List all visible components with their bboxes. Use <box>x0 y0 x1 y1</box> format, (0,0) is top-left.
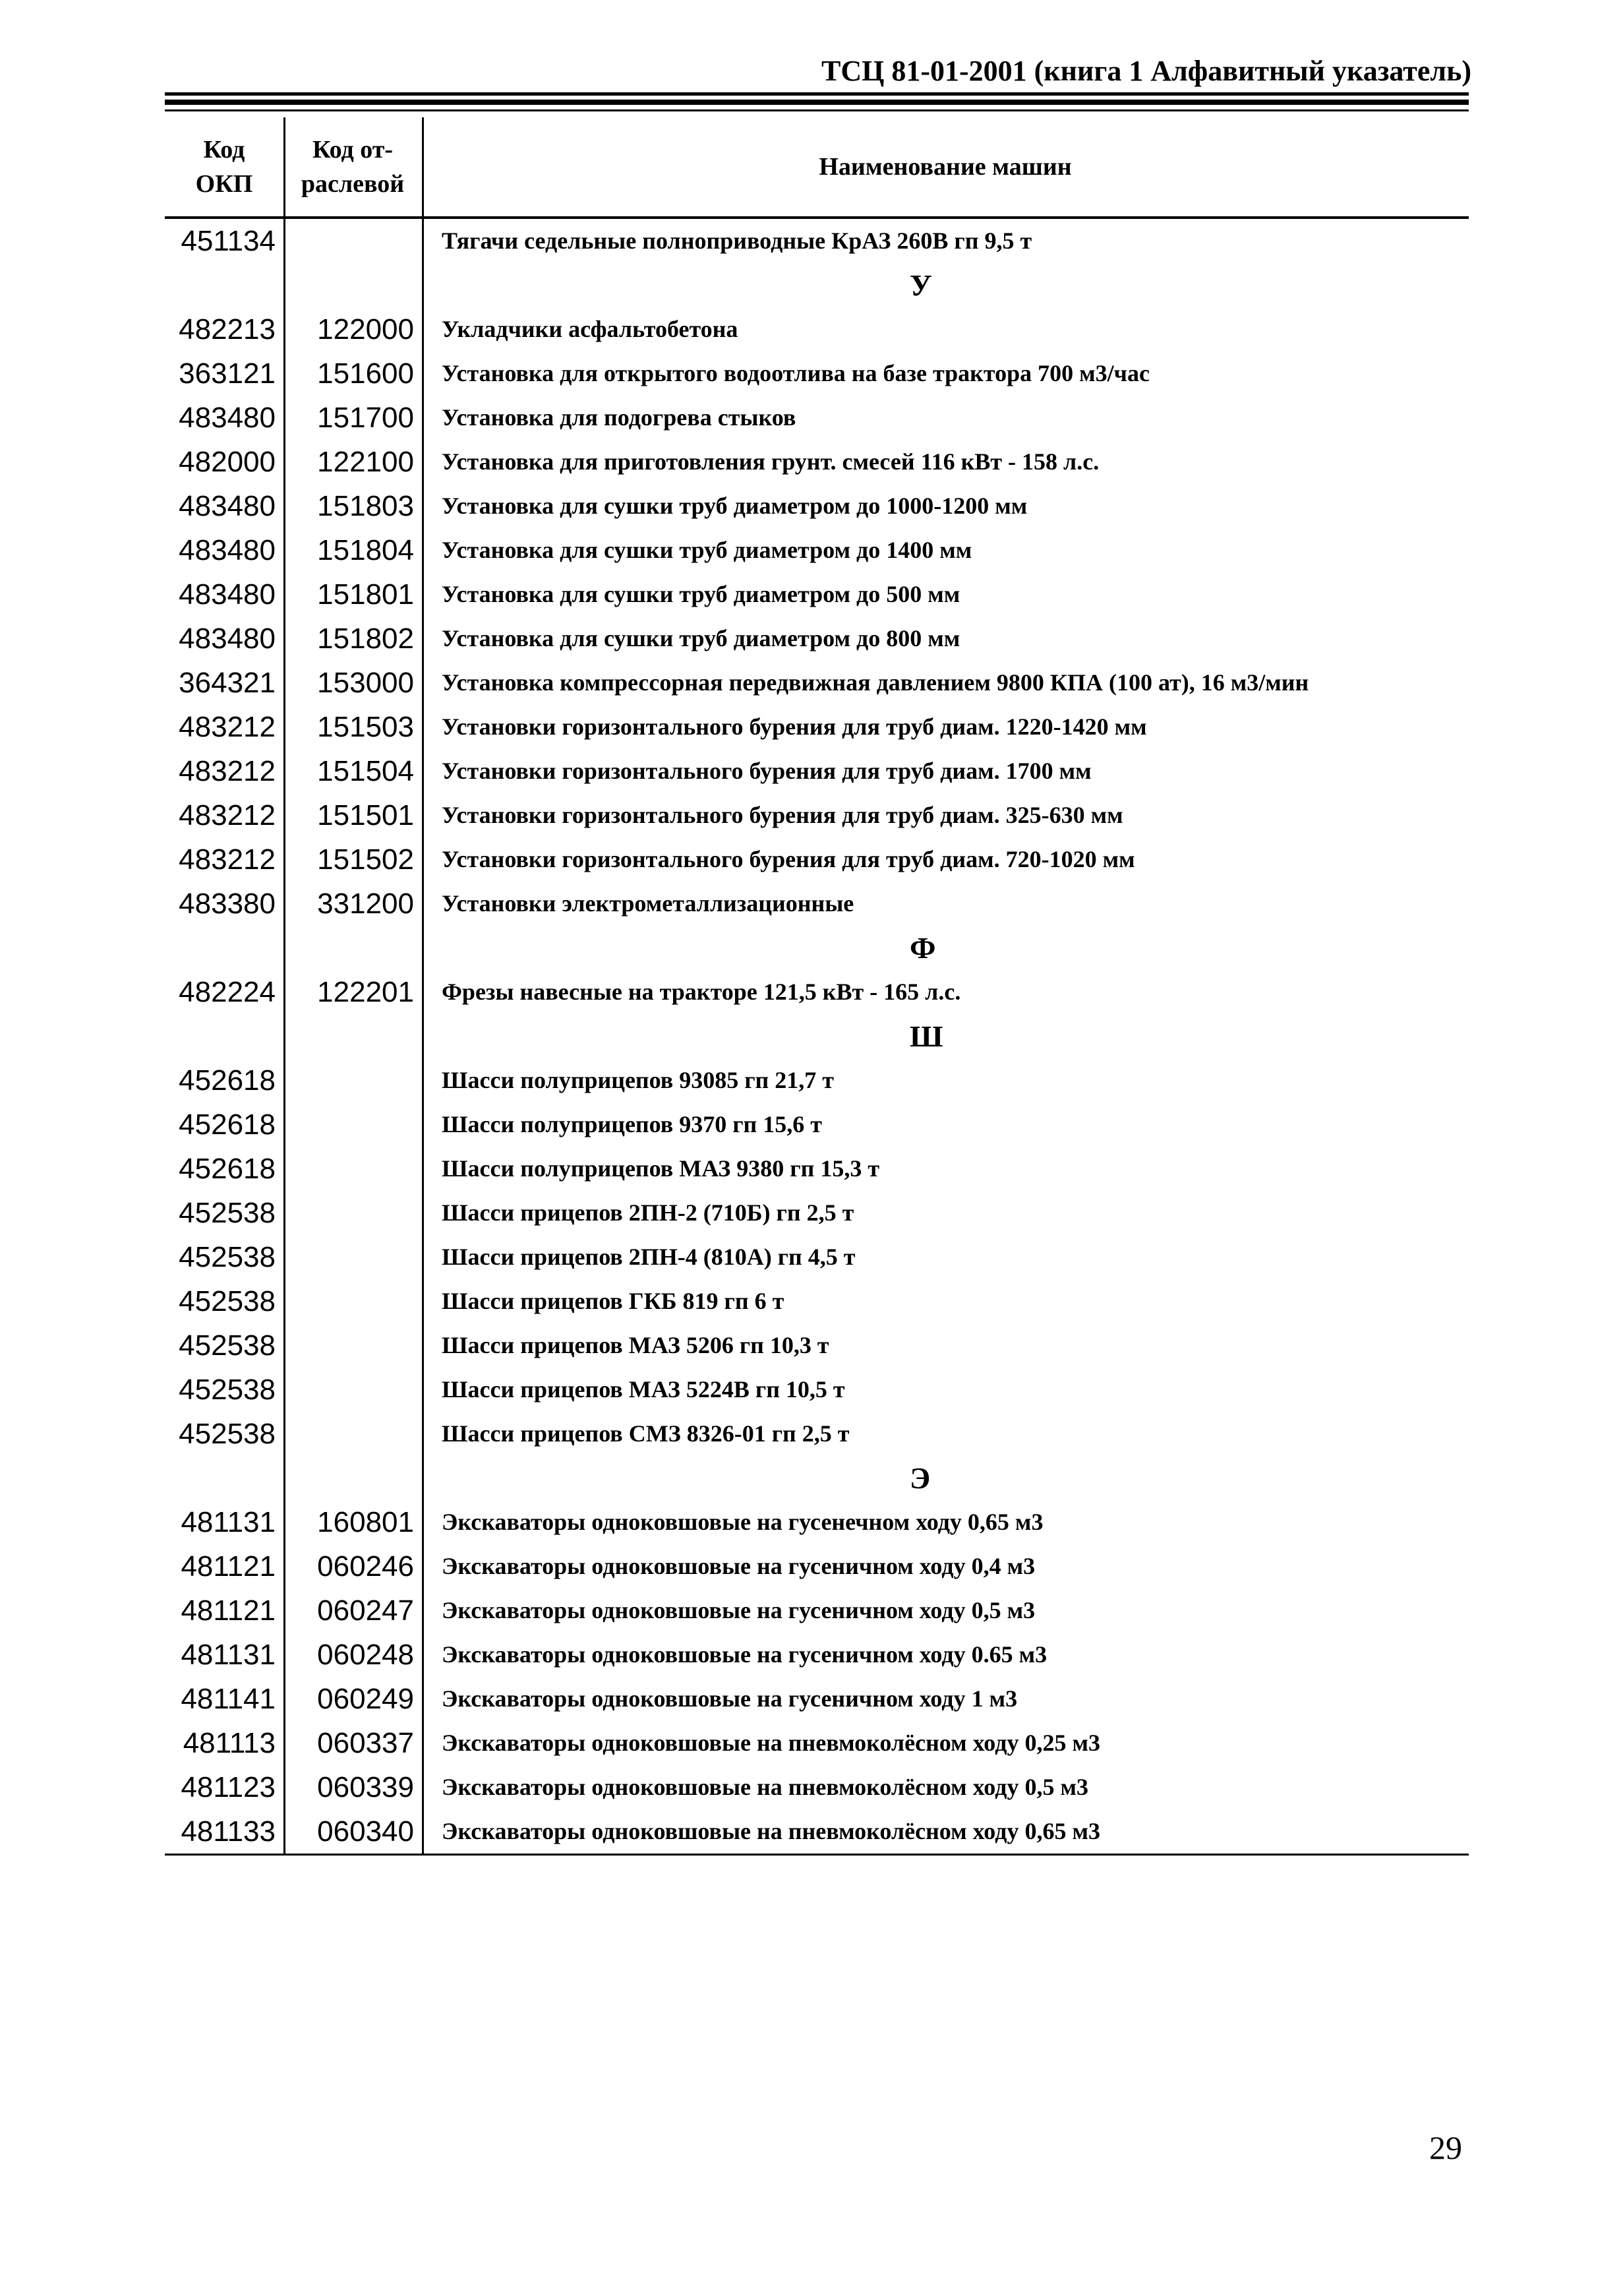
machine-name-cell: Установка для сушки труб диаметром до 800 мм <box>442 625 960 651</box>
okp-code-cell: 482213 <box>179 313 276 346</box>
okp-code-cell: 481121 <box>181 1594 276 1627</box>
industry-code-cell <box>283 1412 414 1456</box>
machine-name-cell: Экскаваторы одноковшовые на гусеничном ходу 0,4 м3 <box>442 1553 1036 1579</box>
okp-code-cell: 363121 <box>179 357 276 390</box>
table-row <box>165 1191 1469 1235</box>
industry-code-cell <box>283 1058 414 1103</box>
machine-name-cell: Установки электрометаллизационные <box>442 890 854 917</box>
industry-code-cell: 151803 <box>317 490 414 522</box>
okp-code-cell: 483480 <box>179 622 276 655</box>
machine-name-cell: Укладчики асфальтобетона <box>442 316 738 342</box>
industry-code-cell: 151801 <box>317 578 414 611</box>
section-letter: Ф <box>910 931 936 965</box>
industry-code-cell <box>283 1147 414 1191</box>
table-row <box>165 705 1469 749</box>
table-row <box>165 882 1469 926</box>
table-row <box>165 1103 1469 1147</box>
machine-name-cell: Экскаваторы одноковшовые на пневмоколёсном ходу 0,25 м3 <box>442 1730 1100 1756</box>
table-row <box>165 1500 1469 1544</box>
okp-code-cell: 452618 <box>179 1153 276 1185</box>
table-row <box>165 1323 1469 1368</box>
header-rule <box>165 100 1469 105</box>
section-letter-row <box>165 1014 1469 1058</box>
machine-name-cell: Шасси полуприцепов 9370 гп 15,6 т <box>442 1111 822 1137</box>
section-letter-row <box>165 1456 1469 1500</box>
machine-name-cell: Шасси прицепов 2ПН-4 (810А) гп 4,5 т <box>442 1244 856 1270</box>
industry-code-cell: 151504 <box>317 755 414 787</box>
okp-code-cell: 452538 <box>179 1329 276 1362</box>
machine-name-cell: Шасси прицепов 2ПН-2 (710Б) гп 2,5 т <box>442 1199 854 1226</box>
table-row <box>165 970 1469 1014</box>
okp-code-cell: 483480 <box>179 534 276 566</box>
okp-code-cell: 452538 <box>179 1285 276 1317</box>
table-row <box>165 1412 1469 1456</box>
machine-name-cell: Установки горизонтального бурения для труб диам. 1220-1420 мм <box>442 713 1147 740</box>
okp-code-cell: 483212 <box>179 799 276 831</box>
table-row <box>165 351 1469 396</box>
industry-code-cell: 060340 <box>317 1815 414 1848</box>
okp-code-cell: 483480 <box>179 402 276 434</box>
section-letter: У <box>910 268 932 302</box>
table-row <box>165 749 1469 793</box>
industry-code-cell: 331200 <box>317 888 414 920</box>
okp-code-cell: 483212 <box>179 843 276 876</box>
industry-code-cell <box>283 1191 414 1235</box>
okp-code-cell: 483212 <box>179 711 276 743</box>
machine-name-cell: Экскаваторы одноковшовые на пневмоколёсном ходу 0,5 м3 <box>442 1774 1088 1800</box>
table-row <box>165 440 1469 484</box>
machine-name-cell: Экскаваторы одноковшовые на пневмоколёсном ходу 0,65 м3 <box>442 1818 1100 1844</box>
industry-code-cell: 151700 <box>317 402 414 434</box>
industry-code-cell: 151501 <box>317 799 414 831</box>
table-row <box>165 1721 1469 1765</box>
industry-code-cell: 122201 <box>317 976 414 1008</box>
section-letter-row <box>165 263 1469 307</box>
column-header-machine-name <box>422 117 1469 216</box>
okp-code-cell: 483480 <box>179 578 276 611</box>
machine-name-cell: Установка для открытого водоотлива на базе трактора 700 м3/час <box>442 360 1150 386</box>
header-rule <box>165 92 1469 96</box>
page-number: 29 <box>1429 2129 1462 2166</box>
okp-code-cell: 481123 <box>181 1771 276 1803</box>
machine-name-cell: Шасси прицепов МАЗ 5224В гп 10,5 т <box>442 1376 845 1403</box>
okp-code-cell: 452538 <box>179 1374 276 1406</box>
machine-name-cell: Экскаваторы одноковшовые на гусенечном ходу 0,65 м3 <box>442 1509 1044 1535</box>
column-header-industry-code <box>283 117 422 216</box>
machine-name-cell: Шасси полуприцепов МАЗ 9380 гп 15,3 т <box>442 1155 880 1182</box>
table-row <box>165 1147 1469 1191</box>
machine-name-cell: Установки горизонтального бурения для труб диам. 325-630 мм <box>442 802 1123 828</box>
machine-name-cell: Фрезы навесные на тракторе 121,5 кВт - 165 л.с. <box>442 979 961 1005</box>
table-row <box>165 1368 1469 1412</box>
machine-name-cell: Тягачи седельные полноприводные КрАЗ 260В гп 9,5 т <box>442 227 1032 254</box>
table-row <box>165 1765 1469 1809</box>
industry-code-cell: 151502 <box>317 843 414 876</box>
section-letter: Э <box>910 1461 931 1495</box>
machine-name-cell: Установки горизонтального бурения для труб диам. 1700 мм <box>442 758 1092 784</box>
industry-code-cell: 060249 <box>317 1683 414 1715</box>
industry-code-cell: 122000 <box>317 313 414 346</box>
machine-name-cell: Установка компрессорная передвижная давлением 9800 КПА (100 ат), 16 м3/мин <box>442 669 1309 696</box>
okp-code-cell: 483480 <box>179 490 276 522</box>
okp-code-cell: 452618 <box>179 1108 276 1141</box>
industry-code-cell <box>283 1323 414 1368</box>
industry-code-cell: 060248 <box>317 1639 414 1671</box>
okp-code-cell: 483212 <box>179 755 276 787</box>
table-row <box>165 219 1469 263</box>
column-header-okp-code <box>165 117 283 216</box>
machine-name-cell: Экскаваторы одноковшовые на гусеничном ходу 0,5 м3 <box>442 1597 1036 1623</box>
industry-code-cell: 151804 <box>317 534 414 566</box>
industry-code-cell: 060339 <box>317 1771 414 1803</box>
industry-code-cell: 160801 <box>317 1506 414 1538</box>
machine-name-cell: Экскаваторы одноковшовые на гусеничном ходу 0.65 м3 <box>442 1641 1048 1668</box>
industry-code-cell: 151600 <box>317 357 414 390</box>
industry-code-cell <box>283 1103 414 1147</box>
industry-code-cell <box>283 1235 414 1279</box>
machine-name-cell: Шасси прицепов СМЗ 8326-01 гп 2,5 т <box>442 1420 850 1447</box>
machine-name-cell: Установка для сушки труб диаметром до 500 мм <box>442 581 960 607</box>
table-row <box>165 837 1469 882</box>
header-rule <box>165 109 1469 111</box>
okp-code-cell: 481133 <box>181 1815 276 1848</box>
table-row <box>165 528 1469 572</box>
okp-code-cell: 481121 <box>181 1550 276 1583</box>
table-row <box>165 1677 1469 1721</box>
okp-code-cell: 451134 <box>181 225 276 257</box>
table-row <box>165 1809 1469 1854</box>
machine-name-cell: Установки горизонтального бурения для труб диам. 720-1020 мм <box>442 846 1135 872</box>
table-row <box>165 307 1469 351</box>
table-bottom-rule <box>165 1854 1469 1856</box>
table-row <box>165 1588 1469 1633</box>
section-letter-row <box>165 926 1469 970</box>
table-body <box>165 219 1469 1854</box>
industry-code-cell: 153000 <box>317 667 414 699</box>
okp-code-cell: 481113 <box>183 1727 276 1759</box>
okp-code-cell: 452618 <box>179 1064 276 1097</box>
table-row <box>165 661 1469 705</box>
okp-code-cell: 481141 <box>181 1683 276 1715</box>
machine-name-cell: Установка для сушки труб диаметром до 1400 мм <box>442 537 972 563</box>
table-row <box>165 1544 1469 1588</box>
machine-name-cell: Шасси прицепов МАЗ 5206 гп 10,3 т <box>442 1332 829 1358</box>
industry-code-cell: 151802 <box>317 622 414 655</box>
table-row <box>165 1235 1469 1279</box>
industry-code-cell <box>283 1368 414 1412</box>
section-letter: Ш <box>910 1019 943 1053</box>
column-header-okp-label: Код ОКП <box>195 136 253 198</box>
table-row <box>165 1058 1469 1103</box>
industry-code-cell <box>283 219 414 263</box>
okp-code-cell: 452538 <box>179 1197 276 1229</box>
okp-code-cell: 452538 <box>179 1418 276 1450</box>
table-row <box>165 793 1469 837</box>
okp-code-cell: 482224 <box>179 976 276 1008</box>
table-row <box>165 484 1469 528</box>
okp-code-cell: 481131 <box>181 1506 276 1538</box>
machine-name-cell: Шасси прицепов ГКБ 819 гп 6 т <box>442 1288 784 1314</box>
machine-name-cell: Установка для приготовления грунт. смесей 116 кВт - 158 л.с. <box>442 448 1100 475</box>
okp-code-cell: 482000 <box>179 446 276 478</box>
industry-code-cell: 060337 <box>317 1727 414 1759</box>
table-row <box>165 396 1469 440</box>
table-row <box>165 1279 1469 1323</box>
machine-name-cell: Установка для подогрева стыков <box>442 404 796 431</box>
machine-name-cell: Установка для сушки труб диаметром до 1000-1200 мм <box>442 493 1028 519</box>
machine-name-cell: Экскаваторы одноковшовые на гусеничном ходу 1 м3 <box>442 1685 1018 1712</box>
okp-code-cell: 364321 <box>179 667 276 699</box>
column-header-name-label: Наименование машин <box>819 153 1072 181</box>
running-header: ТСЦ 81-01-2001 (книга 1 Алфавитный указатель) <box>821 55 1471 87</box>
okp-code-cell: 483380 <box>179 888 276 920</box>
okp-code-cell: 481131 <box>181 1639 276 1671</box>
industry-code-cell: 122100 <box>317 446 414 478</box>
table-row <box>165 572 1469 617</box>
industry-code-cell: 060246 <box>317 1550 414 1583</box>
industry-code-cell: 060247 <box>317 1594 414 1627</box>
table-row <box>165 1633 1469 1677</box>
industry-code-cell: 151503 <box>317 711 414 743</box>
okp-code-cell: 452538 <box>179 1241 276 1273</box>
column-header-industry-label: Код от- раслевой <box>301 136 405 198</box>
industry-code-cell <box>283 1279 414 1323</box>
table-row <box>165 617 1469 661</box>
machine-name-cell: Шасси полуприцепов 93085 гп 21,7 т <box>442 1067 834 1093</box>
